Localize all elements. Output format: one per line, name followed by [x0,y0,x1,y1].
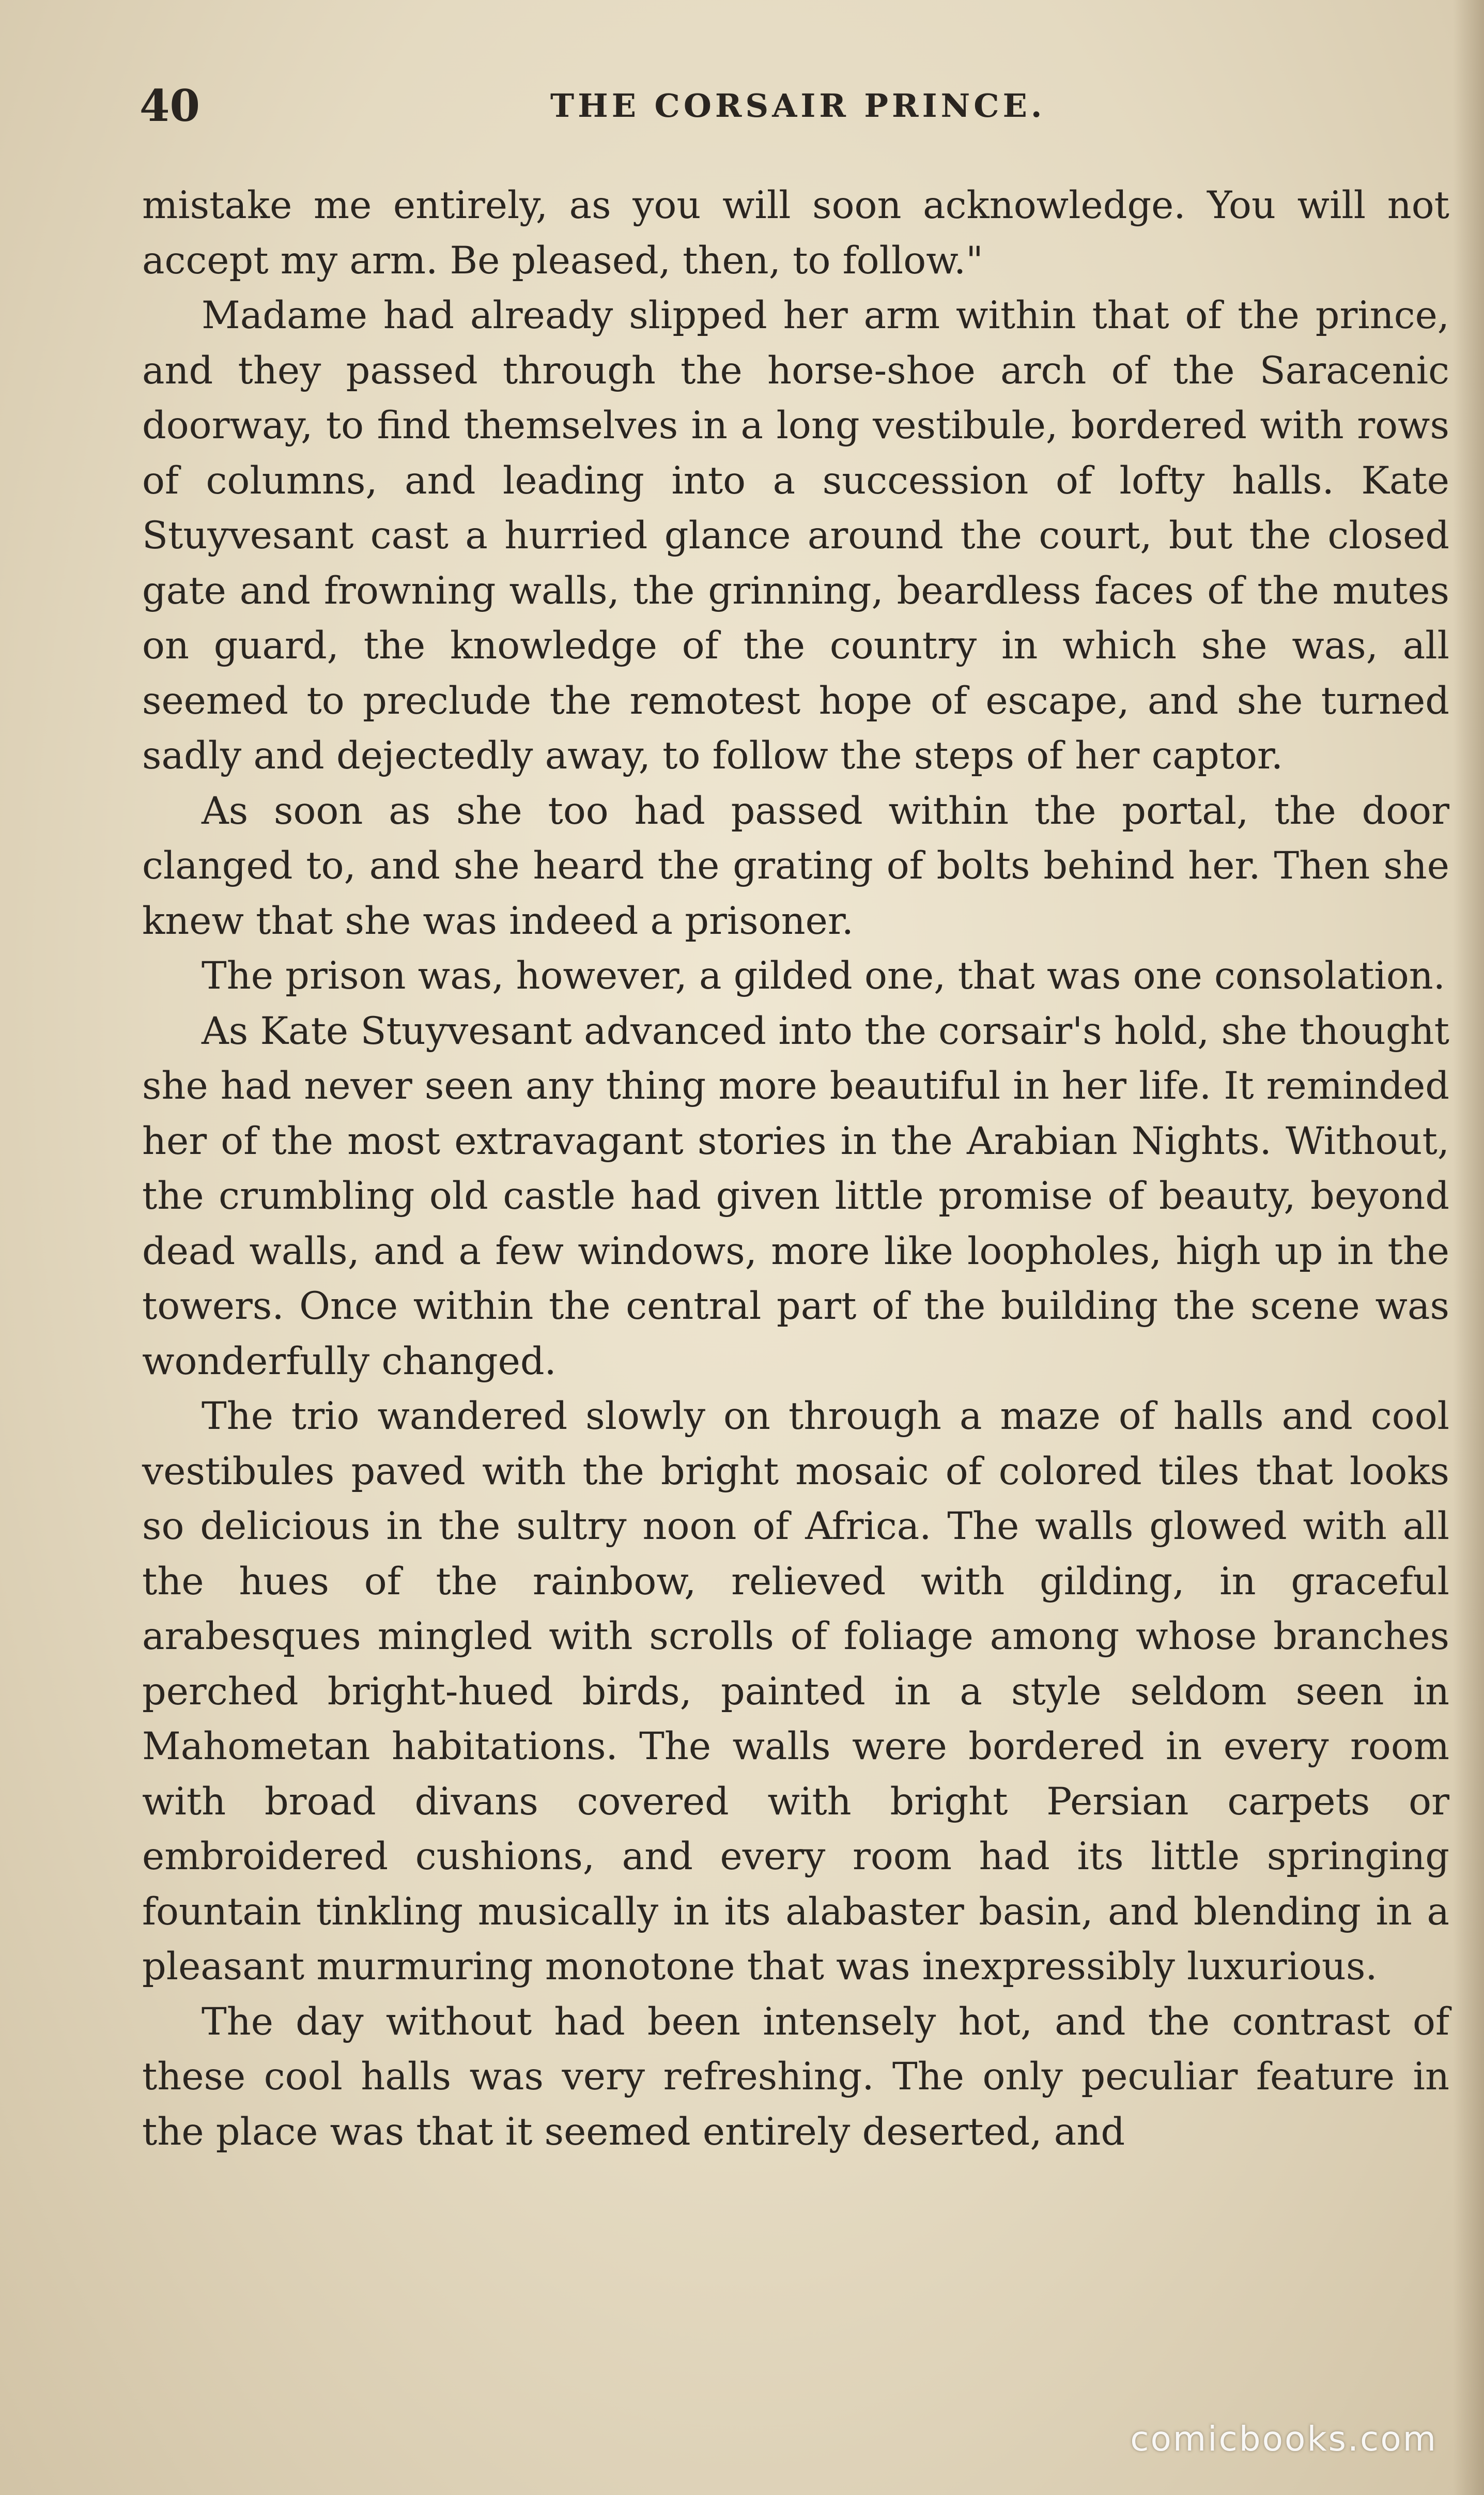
paragraph: The prison was, however, a gilded one, that was one consolation. [202,954,1446,998]
paragraph: mistake me entirely, as you will soon acknowledge. You will not accept my arm. Be pleased, then, to follow." [142,183,1449,283]
page-number: 40 [140,80,200,131]
watermark: comicbooks.com [1130,2419,1437,2459]
paragraph: The trio wandered slowly on through a maze of halls and cool vestibules paved with the bright mosaic of colored tiles that looks so delicious in the sultry noon of Africa. The walls glowed with all the hues of the rainbow, relieved with gilding, in graceful arabesques mingled with scrolls of foliage among whose branches perched bright-hued birds, painted in a style seldom seen in Mahometan habitations. The walls were bordered in every room with broad divans covered with bright Persian carpets or embroidered cushions, and every room had its little springing fountain tinkling musically in its alabaster basin, and blending in a pleasant murmuring monotone that was inexpressibly luxurious. [142,1394,1449,1989]
page-header [140,78,1462,134]
paragraph: As Kate Stuyvesant advanced into the corsair's hold, she thought she had never seen any thing more beautiful in her life. It reminded her of the most extravagant stories in the Arabian Nights. Without, the crumbling old castle had given little promise of beauty, beyond dead walls, and a few windows, more like loopholes, high up in the towers. Once within the central part of the building the scene was wonderfully changed. [142,1009,1449,1383]
page-edge-shadow [1453,0,1484,2495]
paragraph: Madame had already slipped her arm within that of the prince, and they passed through the horse-shoe arch of the Saracenic doorway, to find themselves in a long vestibule, bordered with rows of columns, and leading into a succession of lofty halls. Kate Stuyvesant cast a hurried glance around the court, but the closed gate and frowning walls, the grinning, beardless faces of the mutes on guard, the knowledge of the country in which she was, all seemed to preclude the remotest hope of escape, and she turned sadly and dejectedly away, to follow the steps of her captor. [142,294,1449,778]
body-text [142,178,1449,2160]
paragraph: The day without had been intensely hot, and the contrast of these cool halls was very refreshing. The only peculiar feature in the place was that it seemed entirely deserted, and [142,1999,1449,2154]
running-title: THE CORSAIR PRINCE. [550,87,1046,125]
paragraph: As soon as she too had passed within the portal, the door clanged to, and she heard the grating of bolts behind her. Then she knew that she was indeed a prisoner. [142,789,1449,943]
